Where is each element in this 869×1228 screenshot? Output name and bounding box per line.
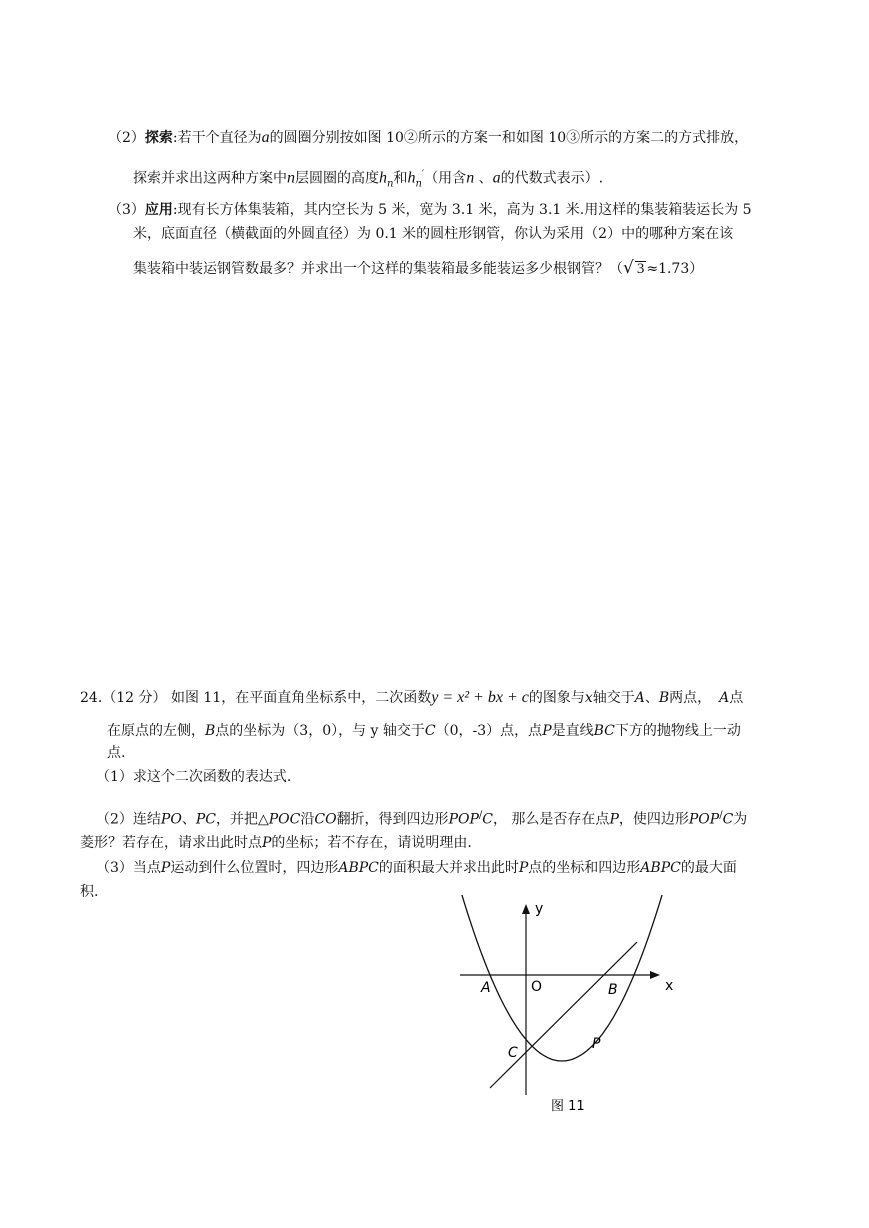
- p2-line-1: [108, 128, 748, 148]
- s2g: ，使四边形: [618, 811, 689, 828]
- p2-text-1b: 的圆圈分别按如图 10②所示的方案一和如图 10③所示的方案二的方式排放，: [269, 130, 749, 146]
- point-a-label: A: [481, 980, 491, 996]
- s3c: 的面积最大并求出此时: [378, 860, 519, 876]
- line-BC: BC: [593, 723, 615, 739]
- var-hn-prime-mark: ′: [421, 169, 425, 180]
- p2-heading: 探索: [144, 130, 173, 146]
- p3-number: （3）: [108, 202, 145, 218]
- p2-line-2: [133, 165, 603, 194]
- point-P: P: [542, 723, 552, 739]
- p3-text-2: 米，底面直径（横截面的外圆直径）为 0.1 米的圆柱形钢管，你认为采用（2）中的哪种方案在该: [133, 226, 734, 242]
- q24-line-1: [80, 688, 743, 708]
- s2e: 翻折，得到四边形: [336, 811, 449, 828]
- var-hn-prime-sub: n: [415, 178, 422, 190]
- q24-sub-3-line-1: [96, 858, 737, 878]
- point-p-label: P: [592, 1036, 601, 1052]
- prime-mark-2: /: [719, 810, 723, 821]
- q24-line-3: [107, 743, 125, 763]
- point-P-2: P: [609, 811, 619, 828]
- q24-text-2c: （0，-3）点，点: [435, 723, 543, 739]
- q24-text-2e: 下方的抛物线上一动: [614, 723, 741, 739]
- p2-number: （2）: [108, 130, 145, 146]
- point-b-label: B: [608, 982, 618, 998]
- q24-text-2a: 在原点的左侧，: [107, 723, 205, 739]
- s3e: 的最大面: [680, 860, 737, 876]
- p3-text-3a: 集装箱中装运钢管数最多？并求出一个这样的集装箱最多能装运多少根钢管？（: [133, 261, 623, 277]
- quadratic-formula: y = x² + bx + c: [431, 689, 529, 706]
- p3-text-1: :现有长方体集装箱，其内空长为 5 米，宽为 3.1 米，高为 3.1 米.用这样的集装箱装运长为 5: [172, 202, 752, 218]
- point-B-2: B: [205, 723, 216, 739]
- s3l2: 积.: [80, 884, 99, 900]
- p2-text-2b: 层圆圈的高度: [295, 170, 379, 187]
- x-label: x: [665, 978, 674, 994]
- p2-text-2d: 、: [474, 170, 493, 187]
- s3a: （3）当点: [96, 860, 161, 876]
- q24-line-2: [107, 721, 741, 741]
- x-axis-arrow: [650, 971, 660, 979]
- point-P-4: P: [160, 860, 171, 876]
- s2f: ， 那么是否存在点: [492, 811, 610, 828]
- figure-11: [455, 895, 675, 1120]
- point-A: A: [634, 690, 645, 706]
- quad-POP-2: POP: [688, 811, 720, 828]
- var-a-2: a: [492, 169, 501, 187]
- s2a: （2）连结: [96, 811, 161, 828]
- q24-sub-2-line-1: [96, 806, 747, 830]
- quad-ABPC: ABPC: [338, 860, 379, 876]
- p2-text-2c: （用含: [424, 170, 467, 187]
- p3-line-3: [133, 258, 703, 279]
- quad-C-2: C: [722, 811, 734, 828]
- origin-label: O: [531, 979, 543, 995]
- prime-mark: /: [478, 810, 483, 821]
- q24-text-1e: 两点，: [669, 690, 712, 706]
- var-hn-prime: h: [407, 169, 416, 187]
- p3-line-1: [108, 200, 752, 220]
- sqrt-value: 3: [636, 261, 645, 277]
- seg-PO: PO: [160, 811, 182, 828]
- p2-and: 和: [393, 170, 408, 187]
- var-n: n: [287, 169, 295, 187]
- s2h: 为: [733, 811, 748, 828]
- var-hn-sub: n: [387, 178, 394, 190]
- point-P-3: P: [262, 835, 272, 851]
- q24-text-1f: 点: [729, 690, 744, 706]
- point-A-2: A: [719, 690, 730, 706]
- p3-line-2: [133, 224, 733, 244]
- quad-POP: POP: [448, 811, 479, 828]
- point-c-label: C: [508, 1045, 518, 1061]
- var-n-2: n: [466, 169, 475, 187]
- q24-sub-3-line-2: [80, 882, 98, 902]
- seg-PC: PC: [195, 811, 216, 828]
- var-x: x: [584, 690, 593, 706]
- s2d: 沿: [300, 811, 315, 828]
- quad-C: C: [482, 811, 493, 828]
- point-P-5: P: [518, 860, 529, 876]
- p2-text-2e: 的代数式表示）.: [500, 170, 604, 187]
- q24-text-1b: 的图象与: [528, 690, 585, 706]
- q24-text-2b: 点的坐标为（3，0），与 y 轴交于: [215, 723, 425, 739]
- q24-text-1c: 轴交于: [592, 690, 635, 706]
- s2l2a: 菱形？若存在，请求出此时点: [80, 835, 262, 851]
- s3b: 运动到什么位置时，四边形: [170, 860, 339, 876]
- s2c: ，并把△: [215, 811, 269, 828]
- var-a: a: [261, 129, 270, 146]
- q24-sub-1: [96, 767, 291, 787]
- p3-heading: 应用: [144, 202, 173, 218]
- q24-sub-2-line-2: [80, 833, 472, 853]
- point-C: C: [424, 723, 436, 739]
- p3-text-3b: ≈1.73）: [646, 261, 704, 277]
- y-axis-arrow: [522, 904, 530, 914]
- var-hn: h: [379, 169, 387, 187]
- q24-text-1d: 、: [644, 690, 659, 706]
- p2-text-2a: 探索并求出这两种方案中: [133, 170, 287, 187]
- q24-text-1a: 24.（12 分） 如图 11，在平面直角坐标系中，二次函数: [80, 690, 432, 706]
- seg-CO: CO: [314, 811, 337, 828]
- s2b: 、: [181, 811, 196, 828]
- figure-caption: 图 11: [551, 1099, 585, 1114]
- sqrt-sign: √: [623, 258, 634, 278]
- q24-text-3: 点.: [107, 745, 126, 761]
- tri-POC: POC: [268, 811, 301, 828]
- quad-ABPC-2: ABPC: [640, 860, 681, 876]
- y-label: y: [535, 901, 544, 917]
- point-B: B: [658, 690, 670, 706]
- parabola-curve: [461, 895, 670, 1061]
- q24-text-2d: 是直线: [551, 723, 594, 739]
- p2-text-1a: :若干个直径为: [172, 130, 262, 146]
- s2l2b: 的坐标；若不存在，请说明理由.: [271, 835, 472, 851]
- s3d: 点的坐标和四边形: [528, 860, 641, 876]
- q24-sub-1-text: （1）求这个二次函数的表达式.: [96, 769, 292, 785]
